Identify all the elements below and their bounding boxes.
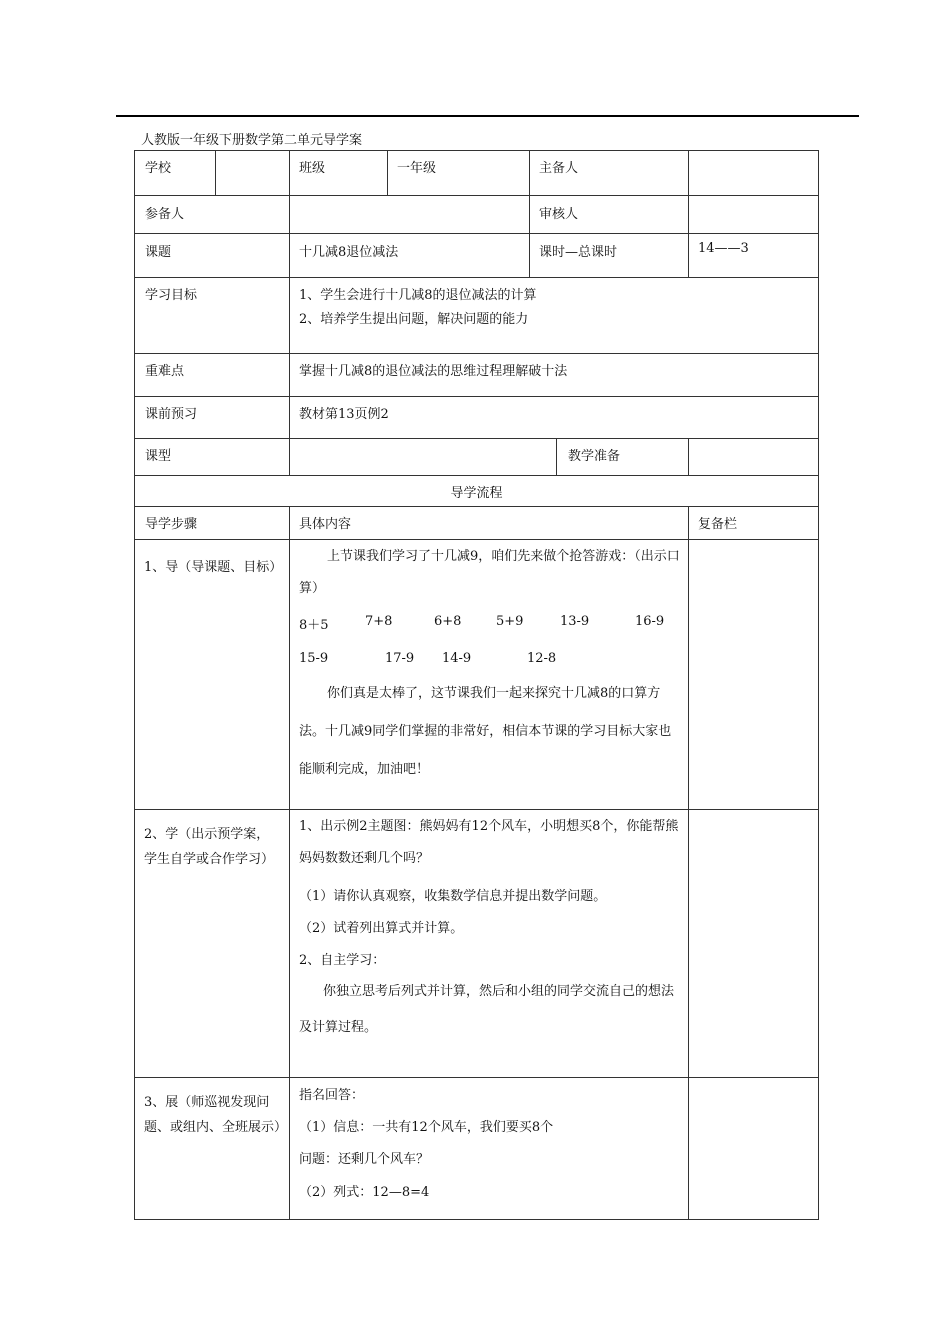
cell-lead-preparer-label (529, 150, 689, 196)
cell-key-points-value (289, 353, 819, 397)
key-points-value: 掌握十几减8的退位减法的思维过程理解破十法 (299, 364, 568, 379)
cell-period-value (688, 233, 819, 278)
topic-label: 课题 (145, 245, 172, 260)
key-points-label: 重难点 (145, 364, 185, 379)
cell-col-notes (688, 506, 819, 540)
calc-item: 16-9 (635, 614, 665, 629)
step-1-label: 1、导（导课题、目标） (144, 560, 283, 575)
preview-label: 课前预习 (145, 407, 198, 422)
cell-col-content (289, 506, 689, 540)
cell-flow-title (134, 475, 819, 507)
step-1-intro: 上节课我们学习了十几减9，咱们先来做个抢答游戏：（出示口算） (299, 549, 680, 596)
step-1-outro: 你们真是太棒了，这节课我们一起来探究十几减8的口算方法。十几减9同学们掌握的非常好，相信本节课的学习目标大家也能顺利完成，加油吧！ (299, 686, 672, 777)
flow-title: 导学流程 (450, 486, 503, 501)
cell-school-label (134, 150, 216, 196)
cell-step-1-notes (688, 539, 819, 810)
cell-goals-label (134, 277, 290, 354)
cell-step-2-notes (688, 809, 819, 1078)
step-2-item-2-text: 你独立思考后列式并计算，然后和小组的同学交流自己的想法及计算过程。 (299, 984, 675, 1035)
calc-row-1 (299, 614, 683, 634)
school-label: 学校 (145, 161, 172, 176)
step-2-label: 2、学（出示预学案，学生自学或合作学习） (144, 827, 275, 867)
calc-item: 17-9 (385, 651, 415, 666)
class-label: 班级 (299, 161, 326, 176)
calc-item: 8＋5 (299, 618, 329, 633)
document-title: 人教版一年级下册数学第二单元导学案 (141, 133, 363, 148)
step-2-item-2: 2、自主学习： (299, 953, 386, 968)
top-rule (116, 115, 859, 117)
step-2-sub-1: （1）请你认真观察，收集数学信息并提出数学问题。 (299, 889, 607, 904)
cell-reviewer-value (688, 195, 819, 234)
grade-value: 一年级 (397, 161, 437, 176)
cell-step-3-notes (688, 1077, 819, 1220)
step-3-line-2: （1）信息：一共有12个风车，我们要买8个 (299, 1120, 554, 1135)
calc-item: 12-8 (527, 651, 557, 666)
cell-teaching-prep-value (688, 438, 819, 476)
step-3-line-1: 指名回答： (299, 1088, 365, 1103)
step-2-sub-2: （2）试着列出算式并计算。 (299, 921, 464, 936)
period-value: 14——3 (698, 241, 749, 256)
cell-preview-label (134, 396, 290, 439)
cell-col-steps (134, 506, 290, 540)
col-content: 具体内容 (299, 517, 352, 532)
cell-topic-label (134, 233, 290, 278)
lesson-type-label: 课型 (145, 449, 172, 464)
col-steps: 导学步骤 (145, 517, 198, 532)
cell-lesson-type-value (289, 438, 557, 476)
cell-preview-value (289, 396, 819, 439)
topic-value: 十几减8退位减法 (299, 245, 399, 260)
cell-topic-value (289, 233, 530, 278)
cell-reviewer-label (529, 195, 689, 234)
cell-step-1-content (289, 539, 689, 810)
cell-step-1-label (134, 539, 290, 810)
cell-step-2-content (289, 809, 689, 1078)
period-label: 课时—总课时 (539, 245, 618, 260)
cell-lesson-type-label (134, 438, 290, 476)
calc-row-2 (299, 651, 683, 671)
goal-2: 2、培养学生提出问题，解决问题的能力 (299, 312, 529, 327)
cell-lead-preparer-value (688, 150, 819, 196)
goals-label: 学习目标 (145, 288, 198, 303)
cell-step-2-label (134, 809, 290, 1078)
calc-item: 6+8 (434, 614, 462, 629)
cell-key-points-label (134, 353, 290, 397)
cell-step-3-content (289, 1077, 689, 1220)
cell-participants-value (289, 195, 530, 234)
lead-preparer-label: 主备人 (539, 161, 579, 176)
col-notes: 复备栏 (698, 517, 738, 532)
step-3-label: 3、展（师巡视发现问题、或组内、全班展示） (144, 1095, 288, 1135)
cell-class-label (289, 150, 388, 196)
calc-item: 7+8 (365, 614, 393, 629)
step-3-line-3: 问题：还剩几个风车？ (299, 1152, 430, 1167)
calc-item: 5+9 (496, 614, 524, 629)
cell-step-3-label (134, 1077, 290, 1220)
cell-school-value (215, 150, 290, 196)
calc-item: 13-9 (560, 614, 590, 629)
calc-item: 14-9 (442, 651, 472, 666)
calc-item: 15-9 (299, 651, 329, 666)
step-2-item-1: 1、出示例2主题图：熊妈妈有12个风车，小明想买8个，你能帮熊妈妈数数还剩几个吗？ (299, 819, 679, 866)
cell-goals-value (289, 277, 819, 354)
reviewer-label: 审核人 (539, 207, 579, 222)
cell-teaching-prep-label (556, 438, 689, 476)
preview-value: 教材第13页例2 (299, 407, 389, 422)
step-3-line-4: （2）列式：12—8=4 (299, 1185, 430, 1200)
cell-period-label (529, 233, 689, 278)
goal-1: 1、学生会进行十几减8的退位减法的计算 (299, 288, 537, 303)
teaching-prep-label: 教学准备 (568, 449, 621, 464)
cell-grade-value (387, 150, 530, 196)
cell-participants-label (134, 195, 290, 234)
participants-label: 参备人 (145, 207, 185, 222)
